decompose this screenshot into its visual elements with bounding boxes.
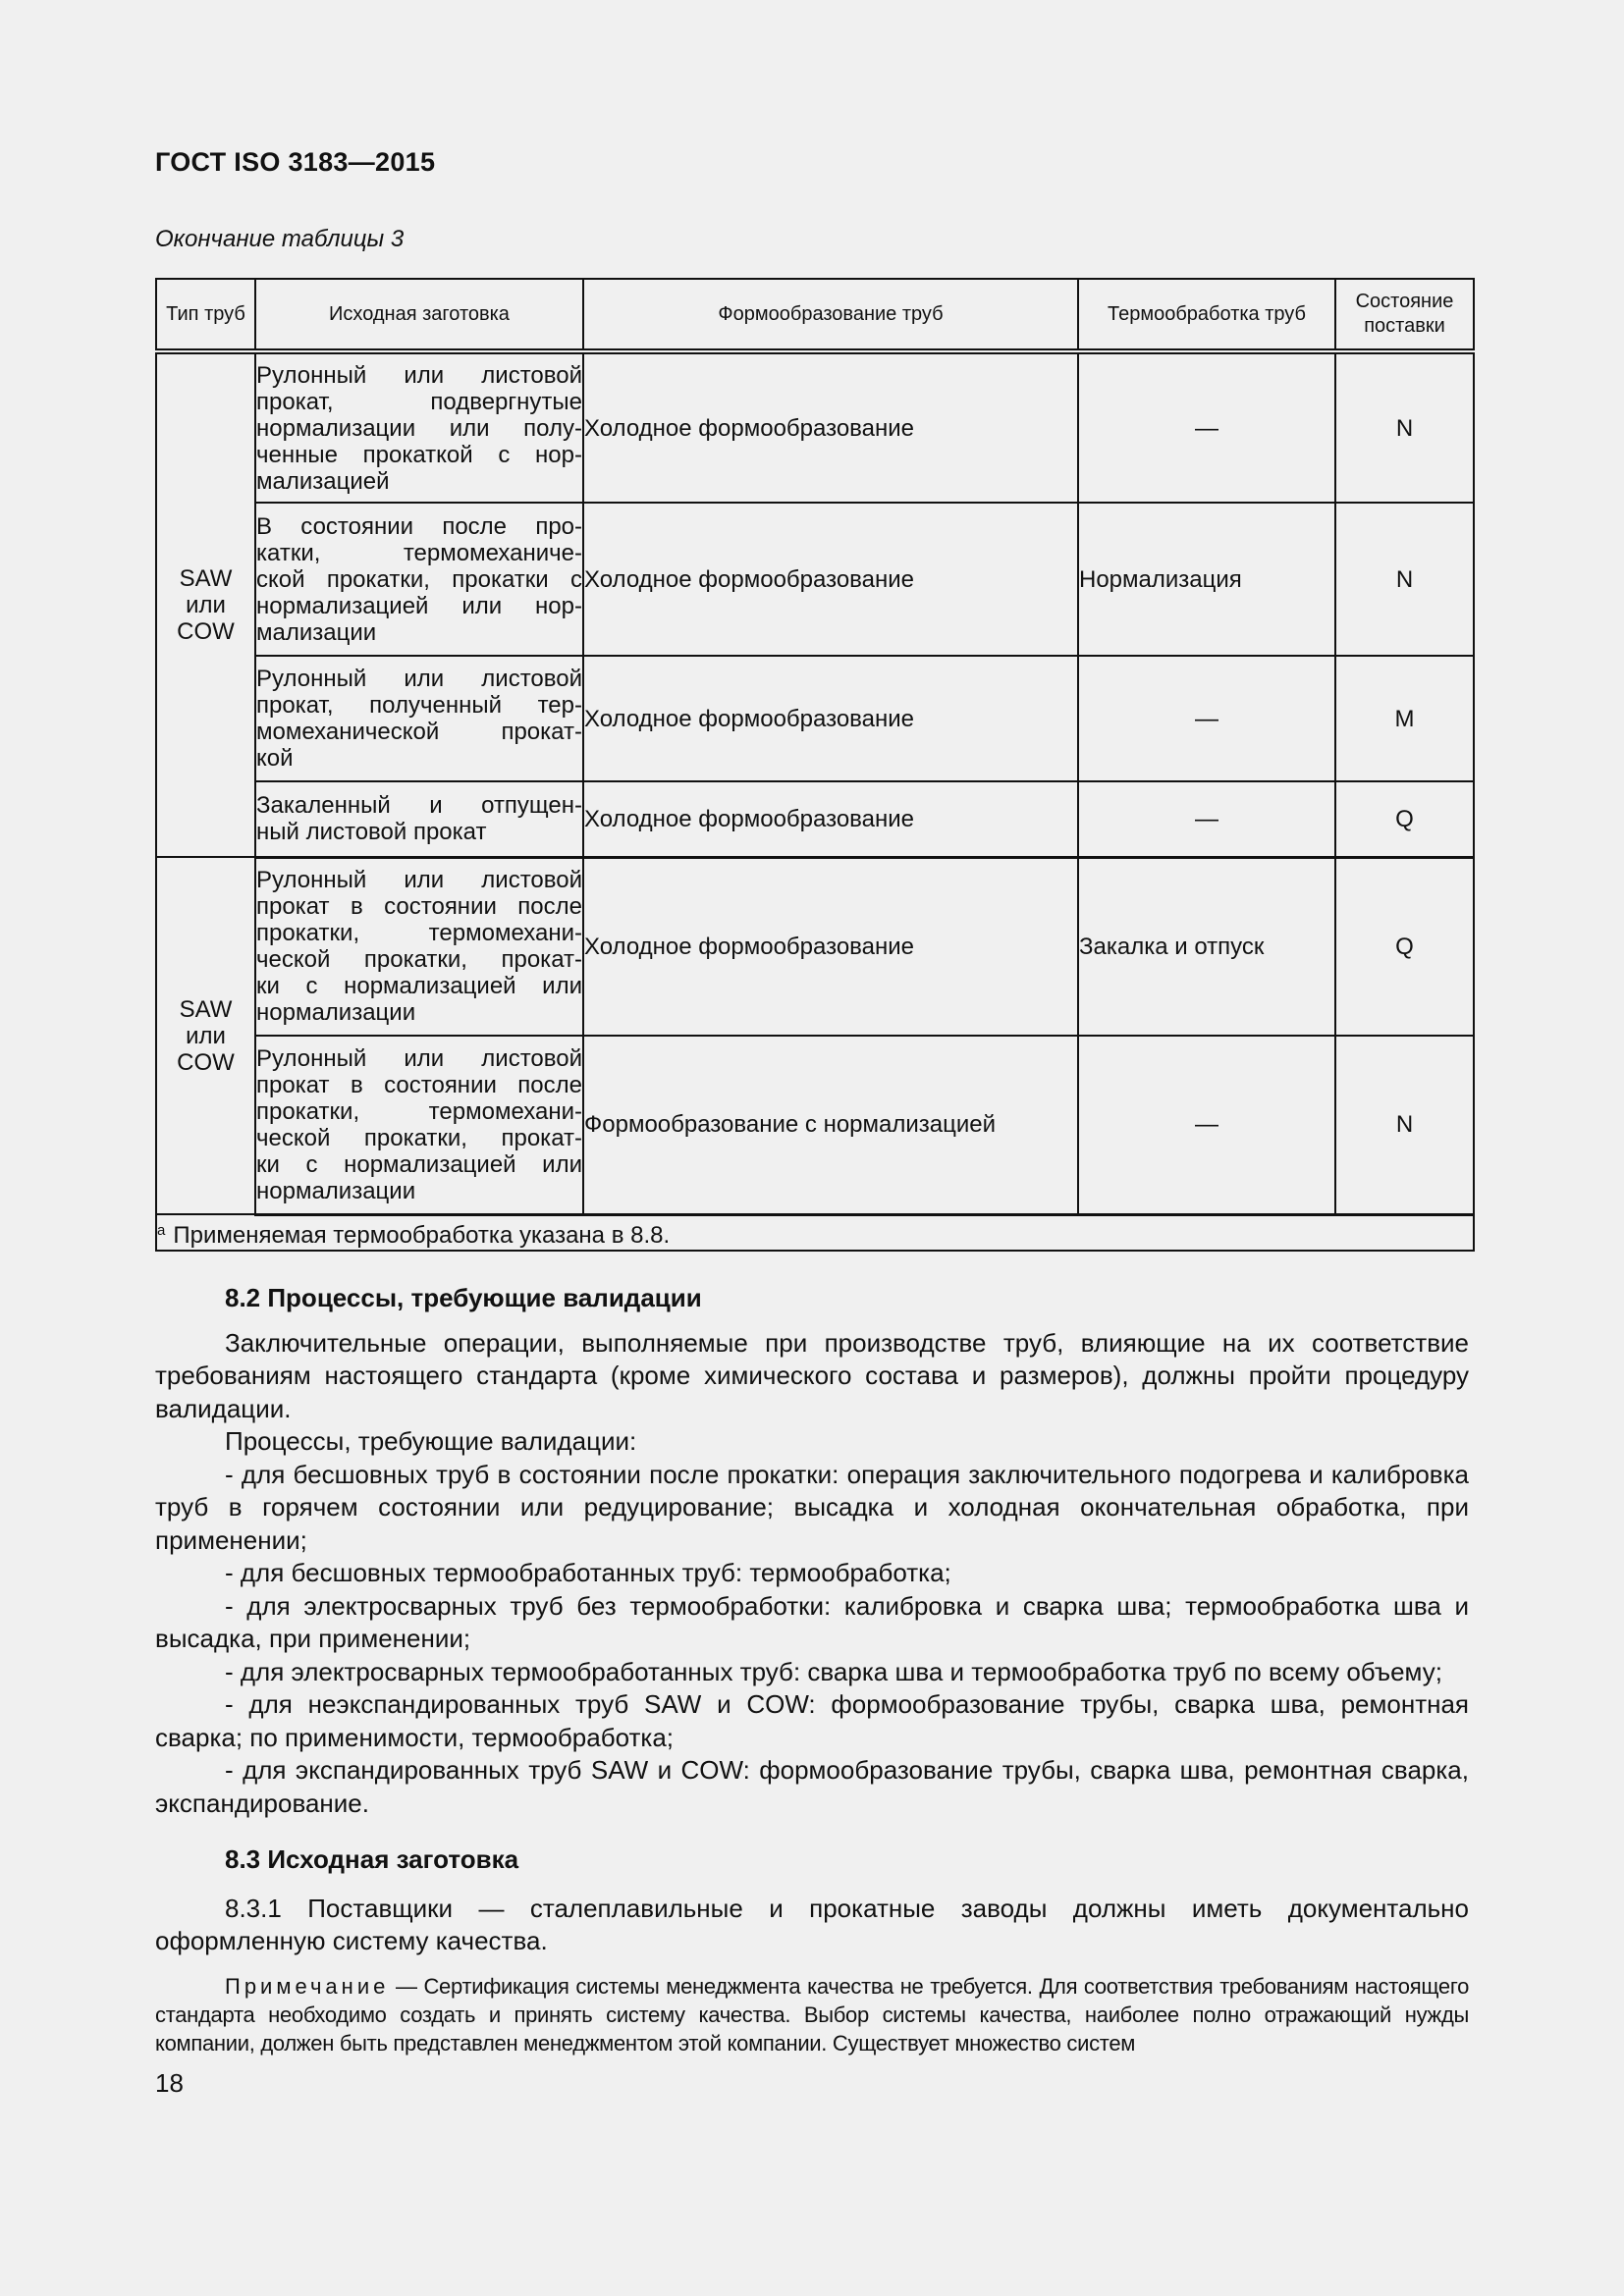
source-line: мализацией <box>256 467 390 495</box>
source-line: ки с нормализацией или <box>256 973 582 1000</box>
delivery-condition-cell: N <box>1335 1036 1474 1214</box>
section-8-3-title: 8.3 Исходная заготовка <box>225 1844 519 1874</box>
heat-treatment-cell: — <box>1078 1036 1335 1214</box>
list-item: - для бесшовных труб в состоянии после прокатки: операция заключительного подогрева и калибровка труб в горячем состоянии или редуцирование; высадка и холодная окончательная обработка, при применении; <box>155 1459 1469 1555</box>
header-heat-treatment: Термообработка труб <box>1078 279 1335 351</box>
heat-treatment-cell: Закалка и отпуск <box>1078 857 1335 1036</box>
header-delivery-condition: Состояние поставки <box>1335 279 1474 351</box>
source-line: Рулонный или листовой <box>256 1044 582 1072</box>
source-line: прокат, подвергнутые <box>256 388 582 415</box>
list-item: - для электросварных термообработанных труб: сварка шва и термообработка труб по всему объему; <box>225 1656 1442 1686</box>
source-material-cell <box>255 857 583 1036</box>
forming-cell: Холодное формообразование <box>583 781 1078 857</box>
source-material-cell <box>255 656 583 781</box>
source-line: ный листовой прокат <box>256 819 487 846</box>
source-line: ческой прокатки, прокат- <box>256 1124 582 1151</box>
source-line: ки с нормализацией или <box>256 1150 582 1178</box>
validation-process-list <box>155 1459 1469 1821</box>
pipe-type-cell: SAW или COW <box>156 857 255 1214</box>
source-line: нормализацией или нор- <box>256 592 582 619</box>
note-text: — Сертификация системы менеджмента качества не требуется. Для соответствия требованиям настоящего стандарта необходимо создать и принять систему качества. Выбор системы качества, наиболее полно отражающий нужды компании, должен быть представлен менеджментом этой компании. Существует множество систем <box>155 1974 1469 2056</box>
source-line: ческой прокатки, прокат- <box>256 946 582 974</box>
pipe-type-cell: SAW или COW <box>156 351 255 857</box>
source-line: Рулонный или листовой <box>256 666 582 692</box>
source-material-cell <box>255 1036 583 1214</box>
source-line: нормализации <box>256 999 416 1027</box>
forming-cell: Холодное формообразование <box>583 857 1078 1036</box>
pipe-processing-table <box>155 278 1475 1252</box>
source-line: Рулонный или листовой <box>256 867 582 894</box>
header-source-material: Исходная заготовка <box>255 279 583 351</box>
footnote-text: Применяемая термообработка указана в 8.8. <box>173 1221 671 1249</box>
section-8-3 <box>155 1843 1469 1958</box>
table-footnote <box>156 1214 1474 1251</box>
source-material-cell <box>255 351 583 503</box>
source-line: прокат, полученный тер- <box>256 692 582 719</box>
table-row <box>156 351 1474 503</box>
footnote-mark: a <box>157 1221 166 1239</box>
table-row <box>156 781 1474 857</box>
header-forming: Формообразование труб <box>583 279 1078 351</box>
source-line: В состоянии после про- <box>256 512 582 540</box>
header-pipe-type: Тип труб <box>156 279 255 351</box>
heat-treatment-cell: — <box>1078 781 1335 857</box>
table-caption: Окончание таблицы 3 <box>155 226 405 252</box>
source-line: кой <box>256 745 294 772</box>
heat-treatment-cell: Нормализация <box>1078 503 1335 656</box>
source-material-cell <box>255 503 583 656</box>
section-8-2 <box>155 1282 1469 1820</box>
heat-treatment-cell: — <box>1078 351 1335 503</box>
source-line: нормализации <box>256 1177 416 1204</box>
quality-note <box>155 1972 1469 2057</box>
source-line: прокат в состоянии после <box>256 1071 582 1098</box>
list-item: - для неэкспандированных труб SAW и COW: формообразование трубы, сварка шва, ремонтная сварка; по применимости, термообработка; <box>155 1689 1469 1752</box>
forming-cell: Холодное формообразование <box>583 656 1078 781</box>
source-line: мализации <box>256 618 377 646</box>
source-line: Рулонный или листовой <box>256 361 582 389</box>
delivery-condition-cell: M <box>1335 656 1474 781</box>
table-row <box>156 503 1474 656</box>
section-8-2-intro: Заключительные операции, выполняемые при производстве труб, влияющие на их соответствие требованиям настоящего стандарта (кроме химического состава и размеров), должны пройти процедуру валидации. <box>155 1327 1469 1423</box>
delivery-condition-cell: Q <box>1335 781 1474 857</box>
source-line: прокат в состоянии после <box>256 893 582 921</box>
page-number: 18 <box>155 2068 184 2098</box>
section-8-2-title: 8.2 Процессы, требующие валидации <box>225 1283 702 1312</box>
table-row <box>156 1036 1474 1214</box>
forming-cell: Формообразование с нормализацией <box>583 1036 1078 1214</box>
section-8-2-list-intro: Процессы, требующие валидации: <box>225 1426 637 1456</box>
source-line: катки, термомеханиче- <box>256 539 582 566</box>
delivery-condition-cell: Q <box>1335 857 1474 1036</box>
source-line: Закаленный и отпущен- <box>256 792 582 820</box>
section-8-3-1-text: 8.3.1 Поставщики — сталеплавильные и прокатные заводы должны иметь документально оформленную систему качества. <box>155 1893 1469 1955</box>
heat-treatment-cell: — <box>1078 656 1335 781</box>
source-line: ской прокатки, прокатки с <box>256 565 582 593</box>
list-item: - для экспандированных труб SAW и COW: формообразование трубы, сварка шва, ремонтная сварка, экспандирование. <box>155 1755 1469 1818</box>
forming-cell: Холодное формообразование <box>583 503 1078 656</box>
list-item: - для электросварных труб без термообработки: калибровка и сварка шва; термообработка шва и высадка, при применении; <box>155 1590 1469 1653</box>
source-material-cell <box>255 781 583 857</box>
source-line: нормализации или полу- <box>256 414 582 442</box>
document-code: ГОСТ ISO 3183—2015 <box>155 147 436 177</box>
source-line: момеханической прокат- <box>256 719 582 745</box>
table-header-row <box>156 279 1474 351</box>
forming-cell: Холодное формообразование <box>583 351 1078 503</box>
list-item: - для бесшовных термообработанных труб: термообработка; <box>225 1558 951 1587</box>
table-row <box>156 857 1474 1036</box>
source-line: прокатки, термомехани- <box>256 1097 582 1125</box>
source-line: прокатки, термомехани- <box>256 920 582 947</box>
note-label: Примечание <box>225 1974 390 1999</box>
source-line: ченные прокаткой с нор- <box>256 441 582 468</box>
table-footnote-row <box>156 1214 1474 1251</box>
delivery-condition-cell: N <box>1335 351 1474 503</box>
table-row <box>156 656 1474 781</box>
delivery-condition-cell: N <box>1335 503 1474 656</box>
